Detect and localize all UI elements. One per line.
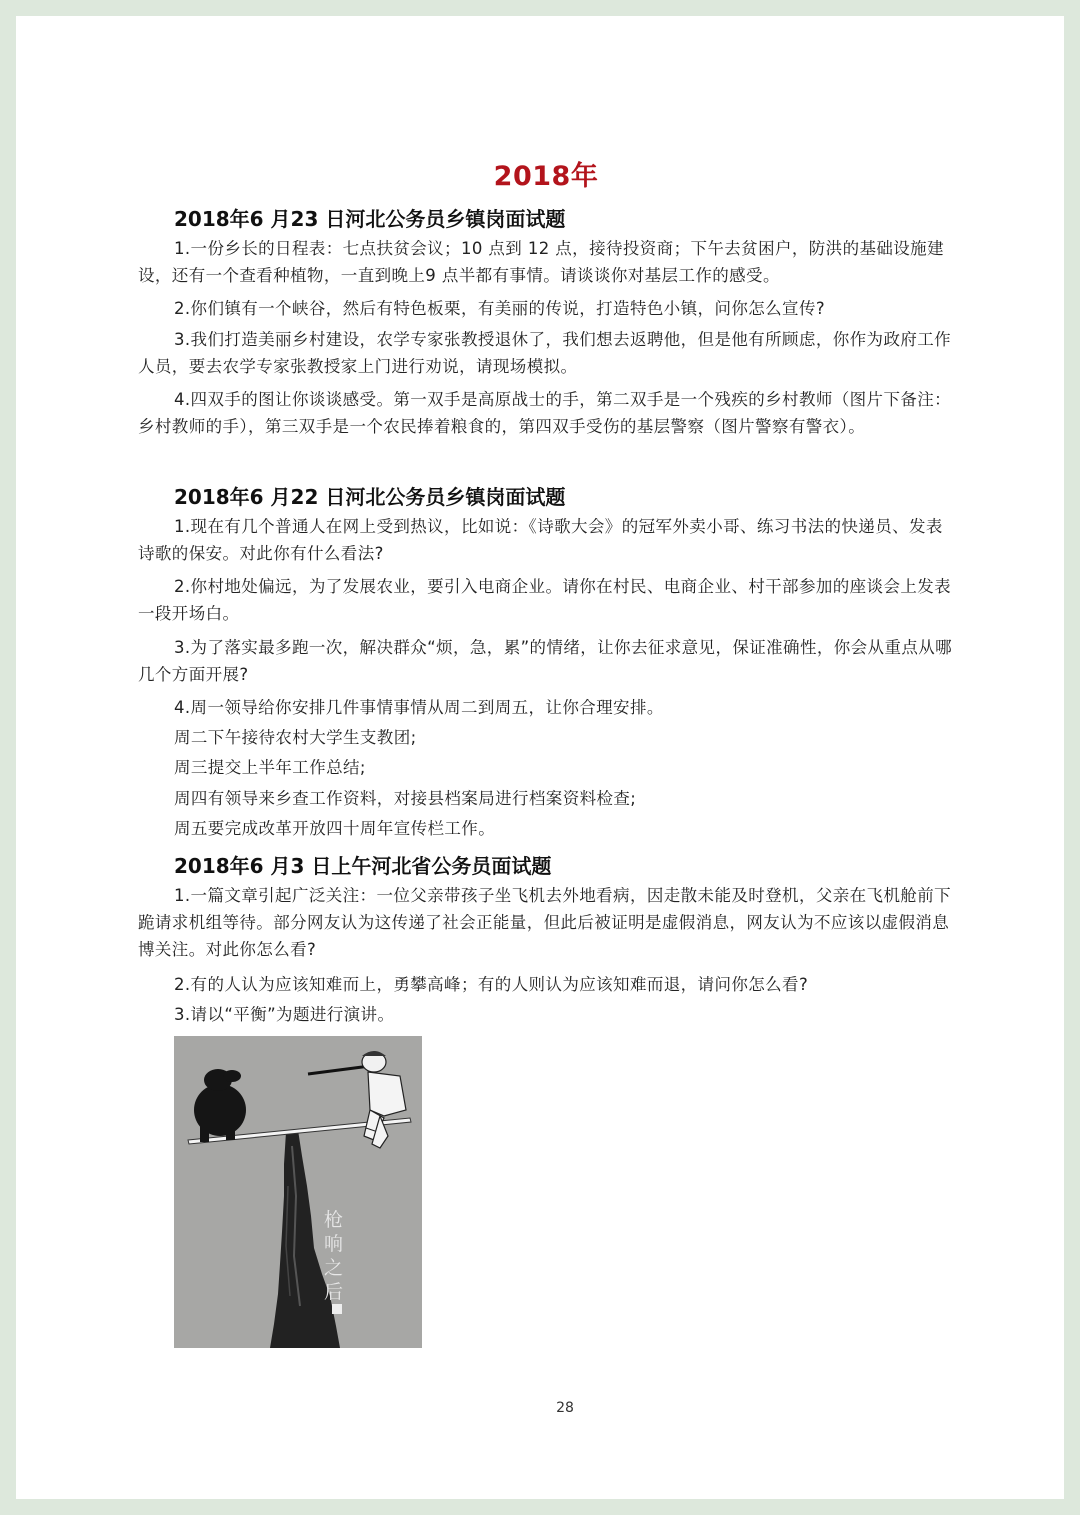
section-heading-2: 2018年6 月22 日河北公务员乡镇岗面试题 (174, 485, 566, 509)
schedule-item: 周二下午接待农村大学生支教团; (174, 728, 417, 747)
section-heading-1: 2018年6 月23 日河北公务员乡镇岗面试题 (174, 207, 566, 231)
section-3-question-3: 3.请以“平衡”为题进行演讲。 (174, 1005, 395, 1024)
section-2-question-4: 4.周一领导给你安排几件事情事情从周二到周五，让你合理安排。 (174, 698, 664, 717)
artist-stamp (332, 1304, 342, 1314)
section-3-question-2: 2.有的人认为应该知难而上，勇攀高峰；有的人则认为应该知难而退，请问你怎么看? (174, 975, 809, 994)
section-heading-3: 2018年6 月3 日上午河北省公务员面试题 (174, 854, 552, 878)
balance-cartoon-image (174, 1036, 422, 1348)
section-1-question-1: 1.一份乡长的日程表：七点扶贫会议；10 点到 12 点，接待投资商；下午去贫困户，防洪的基础设施建设，还有一个查看种植物，一直到晚上9 点半都有事情。请谈谈你对基层工作的感受。 (138, 239, 944, 285)
section-3-question-1: 1.一篇文章引起广泛关注：一位父亲带孩子坐飞机去外地看病，因走散未能及时登机，父亲在飞机舱前下跪请求机组等待。部分网友认为这传递了社会正能量，但此后被证明是虚假消息，网友认为不应该以虚假消息博关注。对此你怎么看? (138, 886, 952, 959)
caption-char: 之 (324, 1257, 344, 1279)
year-title: 2018年 (493, 161, 599, 192)
caption-char: 后 (324, 1281, 344, 1303)
section-1-question-2: 2.你们镇有一个峡谷，然后有特色板栗，有美丽的传说，打造特色小镇，问你怎么宣传? (174, 299, 825, 318)
section-1-question-3: 3.我们打造美丽乡村建设，农学专家张教授退休了，我们想去返聘他，但是他有所顾虑，你作为政府工作人员，要去农学专家张教授家上门进行劝说，请现场模拟。 (138, 330, 952, 376)
caption-char: 响 (324, 1233, 344, 1255)
section-1-question-4: 4.四双手的图让你谈谈感受。第一双手是高原战士的手，第二双手是一个残疾的乡村教师（图片下备注：乡村教师的手），第三双手是一个农民捧着粮食的，第四双手受伤的基层警察（图片警察有警衣）。 (138, 390, 952, 436)
page-number: 28 (556, 1400, 574, 1416)
schedule-item: 周四有领导来乡查工作资料，对接县档案局进行档案资料检查; (174, 789, 637, 808)
bear-figure (194, 1069, 246, 1142)
section-2-question-3: 3.为了落实最多跑一次，解决群众“烦，急，累”的情绪，让你去征求意见，保证准确性，你会从重点从哪几个方面开展? (138, 638, 953, 684)
schedule-item: 周五要完成改革开放四十周年宣传栏工作。 (174, 819, 496, 838)
section-2-question-1: 1.现在有几个普通人在网上受到热议，比如说：《诗歌大会》的冠军外卖小哥、练习书法的快递员、发表诗歌的保安。对此你有什么看法? (138, 517, 943, 563)
section-2-question-2: 2.你村地处偏远，为了发展农业，要引入电商企业。请你在村民、电商企业、村干部参加的座谈会上发表一段开场白。 (138, 577, 952, 623)
caption-char: 枪 (324, 1209, 344, 1231)
document-page (16, 16, 1064, 1499)
hunter-figure (308, 1051, 406, 1148)
cartoon-drawing (174, 1036, 422, 1348)
cartoon-caption (324, 1209, 343, 1303)
schedule-item: 周三提交上半年工作总结; (174, 758, 366, 777)
